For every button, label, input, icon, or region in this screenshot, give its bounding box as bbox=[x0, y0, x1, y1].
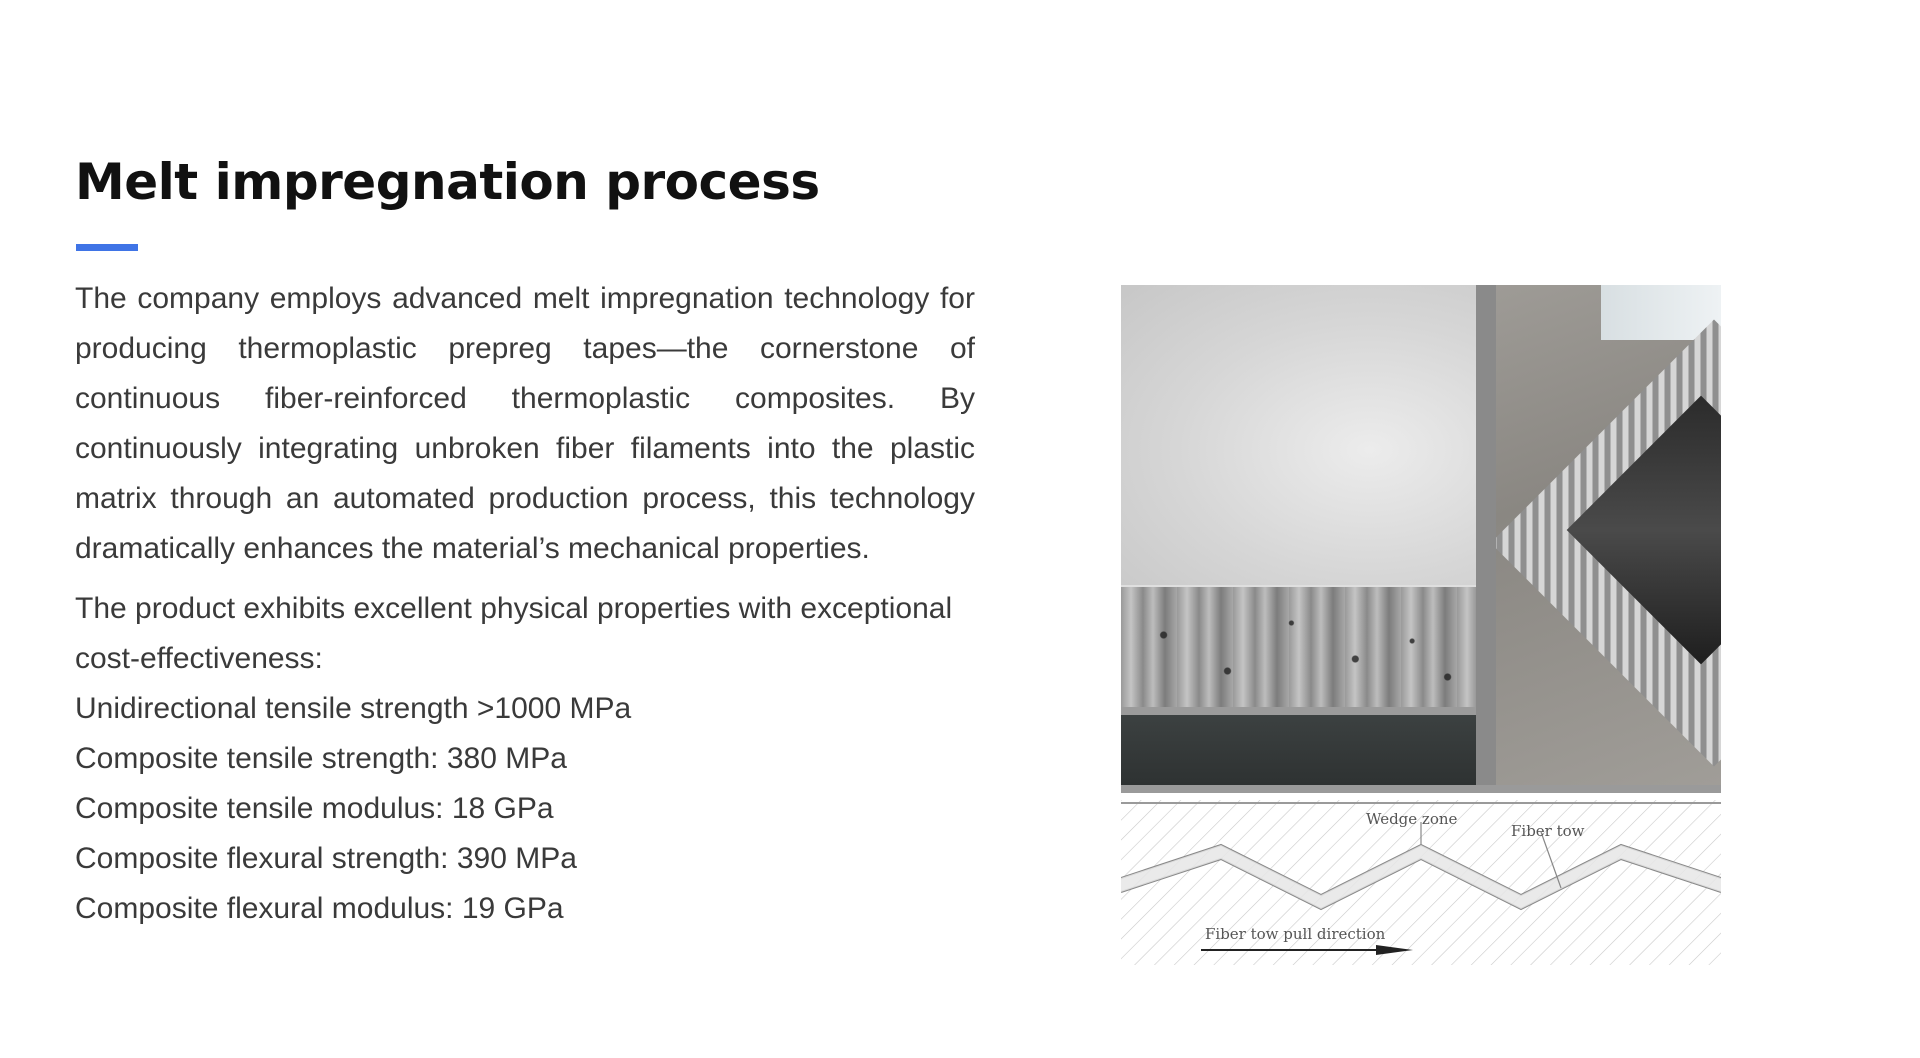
spec-item: Composite flexural modulus: 19 GPa bbox=[75, 892, 564, 925]
page-title: Melt impregnation process bbox=[75, 153, 820, 211]
fiber-tow-label: Fiber tow bbox=[1511, 822, 1585, 840]
wedge-zone-label: Wedge zone bbox=[1366, 810, 1458, 828]
panel-bottom-skin bbox=[1121, 707, 1476, 715]
honeycomb-core-edge bbox=[1121, 587, 1476, 707]
photo-divider bbox=[1476, 285, 1496, 785]
honeycomb-panel-photo bbox=[1121, 285, 1476, 785]
photo-base-surface bbox=[1121, 715, 1476, 785]
spec-item: Composite flexural strength: 390 MPa bbox=[75, 842, 577, 875]
spec-item: Composite tensile modulus: 18 GPa bbox=[75, 792, 554, 825]
body-text bbox=[75, 274, 975, 934]
process-figure bbox=[1121, 285, 1721, 965]
photo-bottom-border bbox=[1121, 785, 1721, 793]
title-accent-bar bbox=[76, 244, 138, 251]
impregnation-diagram bbox=[1121, 800, 1721, 965]
intro-paragraph: The company employs advanced melt impregnation technology for producing thermoplastic prepreg tapes—the cornerstone of continuous fiber-reinforced thermoplastic composites. By continuously integrating unbroken fiber filaments into the plastic matrix through an automated production process, this technology dramatically enhances the material’s mechanical properties. bbox=[75, 282, 975, 565]
spec-item: Composite tensile strength: 380 MPa bbox=[75, 742, 567, 775]
panel-corner-photo bbox=[1496, 285, 1721, 785]
properties-intro: The product exhibits excellent physical properties with exceptional cost-effectiveness: bbox=[75, 592, 953, 675]
pull-direction-label: Fiber tow pull direction bbox=[1205, 925, 1386, 943]
spec-list bbox=[75, 684, 975, 934]
spec-item: Unidirectional tensile strength >1000 MPa bbox=[75, 692, 632, 725]
panel-skin-surface bbox=[1121, 285, 1476, 585]
